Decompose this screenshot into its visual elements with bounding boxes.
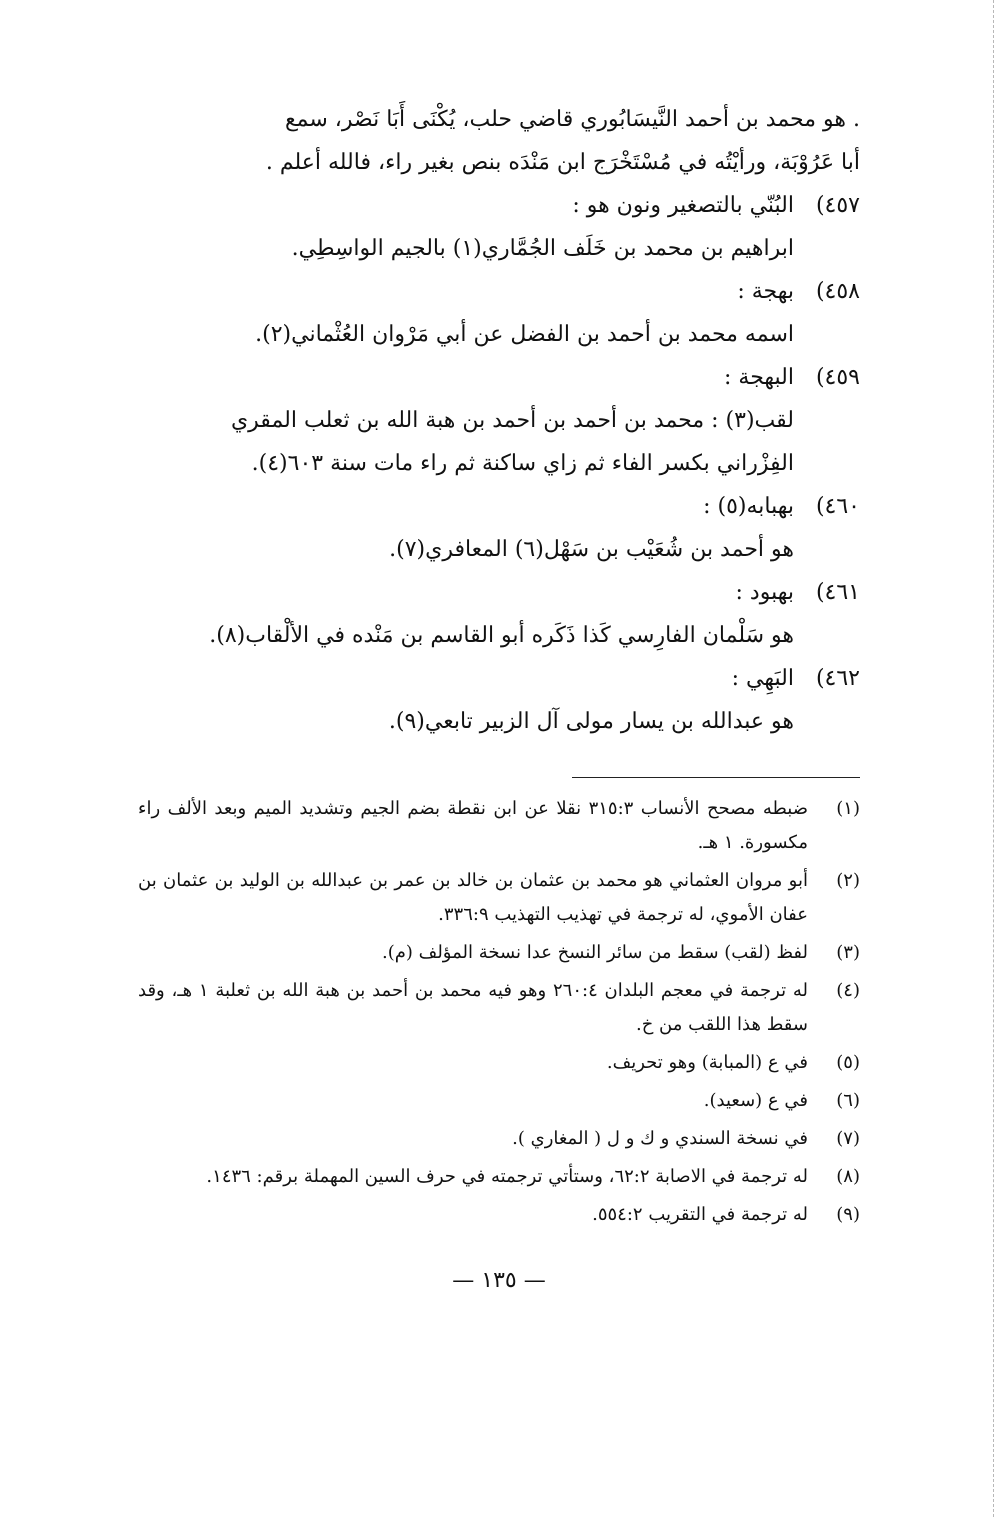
entry-heading (138, 571, 860, 614)
footnote (138, 864, 860, 932)
footnote-number: (٦) (836, 1090, 860, 1111)
intro-line: . هو محمد بن أحمد النَّيسَابُوري قاضي حلب، يُكْنَى أَبَا نَصْر، سمع (284, 107, 860, 132)
entry-title: البُنّي بالتصغير ونون هو : (572, 193, 794, 218)
footnote (138, 1122, 860, 1156)
footnote-text: في ع (سعيد). (703, 1090, 808, 1111)
entry-body-line: الفِزْراني بكسر الفاء ثم زاي ساكنة ثم راء مات سنة ٦٠٣(٤). (251, 451, 794, 476)
entry-heading (138, 184, 860, 227)
footnotes (138, 792, 860, 1232)
footnote (138, 792, 860, 860)
page-number: — ١٣٥ — (452, 1268, 546, 1293)
footnote-text: ضبطه مصحح الأنساب ٣١٥:٣ نقلا عن ابن نقطة بضم الجيم وتشديد الميم وبعد الألف راء مكسورة. ١ هـ. (138, 798, 808, 853)
footnote-number: (٥) (836, 1052, 860, 1073)
footnote-text: له ترجمة في معجم البلدان ٢٦٠:٤ وهو فيه محمد بن أحمد بن هبة الله بن ثعلبة ١ هـ، وقد سقط هذا اللقب من خ. (138, 980, 809, 1035)
footnote (138, 1160, 860, 1194)
entry-heading (138, 356, 860, 399)
footnote (138, 974, 860, 1042)
intro-line: أبا عَرُوْبَة، ورأيْتُه في مُسْتَخْرَج ابن مَنْدَه بنص بغير راء، فالله أعلم . (265, 150, 860, 175)
footnote-text: أبو مروان العثماني هو محمد بن عثمان بن خالد بن عمر بن عبدالله بن الوليد بن عثمان بن عفان الأموي، له ترجمة في تهذيب التهذيب ٣٣٦:٩. (138, 870, 808, 925)
entry-heading (138, 270, 860, 313)
footnote-number: (٨) (836, 1166, 860, 1187)
book-page (138, 98, 860, 1236)
entry-body-line: لقب(٣) : محمد بن أحمد بن أحمد بن هبة الله بن ثعلب المقري (230, 408, 794, 433)
entry-body-line: ابراهيم بن محمد بن خَلَف الجُمَّاري(١) بالجيم الواسِطِي. (291, 236, 794, 261)
entry-number: ٤٦٠) (815, 494, 860, 519)
footnote-number: (٣) (836, 942, 860, 963)
footnote-number: (٤) (836, 980, 860, 1001)
entry-body-line: هو عبدالله بن يسار مولى آل الزبير تابعي(٩). (388, 709, 794, 734)
footnote-separator (572, 777, 860, 778)
page-edge-line (993, 0, 994, 1517)
entry-title: البهجة : (724, 365, 794, 390)
entry-body-line: اسمه محمد بن أحمد بن الفضل عن أبي مَرْوان العُثْماني(٢). (255, 322, 794, 347)
main-text (138, 98, 860, 743)
footnote-text: لفظ (لقب) سقط من سائر النسخ عدا نسخة المؤلف (م). (382, 942, 808, 963)
entry-title: بهبود : (735, 580, 794, 605)
entry-number: ٤٥٧) (815, 193, 860, 218)
footnote (138, 1046, 860, 1080)
entry-title: البَهِي : (731, 666, 794, 691)
footnote-number: (٩) (836, 1204, 860, 1225)
footnote (138, 1198, 860, 1232)
footnote-number: (٢) (836, 870, 860, 891)
entry-number: ٤٦١) (815, 580, 860, 605)
entry-heading (138, 485, 860, 528)
entry-title: بهجة : (737, 279, 794, 304)
footnote-text: في نسخة السندي و ك و ل ( المغاري ). (512, 1128, 808, 1149)
entry-number: ٤٥٨) (815, 279, 860, 304)
entry-body-line: هو سَلْمان الفارِسي كَذا ذَكَره أبو القاسم بن مَنْده في الألْقاب(٨). (209, 623, 794, 648)
footnote (138, 1084, 860, 1118)
entry-body-line: هو أحمد بن شُعَيْب بن سَهْل(٦) المعافري(٧). (389, 537, 794, 562)
entry-number: ٤٦٢) (815, 666, 860, 691)
footnote (138, 936, 860, 970)
footnote-number: (٧) (836, 1128, 860, 1149)
footnote-text: له ترجمة في الاصابة ٦٢:٢، وستأتي ترجمته في حرف السين المهملة برقم: ١٤٣٦. (206, 1166, 808, 1187)
entry-heading (138, 657, 860, 700)
footnote-number: (١) (836, 798, 860, 819)
footnote-text: له ترجمة في التقريب ٥٥٤:٢. (592, 1204, 808, 1225)
entry-title: بهبابه(٥) : (703, 494, 794, 519)
entry-number: ٤٥٩) (815, 365, 860, 390)
footnote-text: في ع (المبابة) وهو تحريف. (606, 1052, 808, 1073)
